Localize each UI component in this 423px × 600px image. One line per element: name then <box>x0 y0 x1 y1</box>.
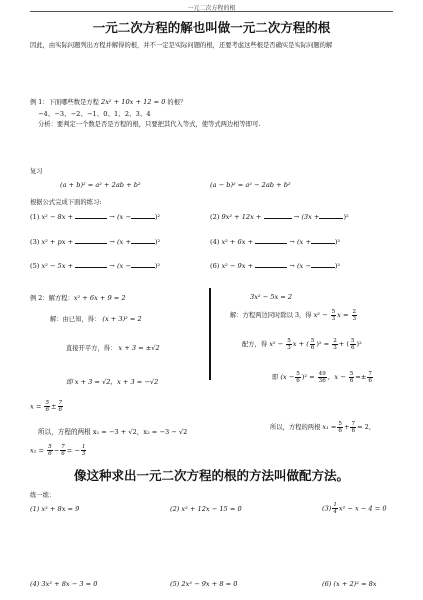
example3-step2: 配方，得 x² − $\frac{5}{3}$ x + ( $\frac{5}{6}$ )² = $\frac{2}{3}$ + ( $\frac{5}{6}$ )² <box>242 338 362 351</box>
example3-answer: 所以，方程的两根 x₁ = $\frac{5}{6}$ + $\frac{7}{6}$ = 2， <box>270 421 376 434</box>
practice-problem: (6) (x + 2)² = 8x <box>322 580 377 588</box>
example3-x-solution: x = $\frac{5}{6}$ ± $\frac{7}{6}$ <box>30 400 63 413</box>
practice-problem: (5) 2x² − 9x + 8 = 0 <box>170 580 238 588</box>
practice-problem: (1) x² + 8x = 9 <box>30 505 80 513</box>
practice-problem: (2) x² + 12x − 15 = 0 <box>170 505 242 513</box>
example3-step1: 解：方程两边同时除以 3，得 x² − $\frac{5}{3}$ x = $\frac{2}{3}$ <box>230 309 357 322</box>
review-exercise: (2) 9x² + 12x + → (3x + )² <box>210 213 349 221</box>
practice-problem-3: (3) $\frac{1}{4}$ x² − x − 4 = 0 <box>322 502 387 515</box>
formula-sum-square: (a + b)² = a² + 2ab + b² <box>60 181 141 189</box>
practice-label: 练一练： <box>30 492 56 499</box>
example2-step3: 即 x + 3 = √2，x + 3 = −√2 <box>66 378 159 386</box>
header-divider <box>30 11 393 12</box>
example3-step3: 即 (x − $\frac{5}{6}$ )² = $\frac{49}{36}$ ，x − $\frac{5}{6}$ =± $\frac{7}{6}$ <box>272 371 372 384</box>
example3-x2: x₂ = $\frac{5}{6}$ − $\frac{7}{6}$ = − $\frac{1}{3}$ <box>30 444 86 457</box>
formula-diff-square: (a − b)² = a² − 2ab + b² <box>210 181 291 189</box>
review-exercise: (4) x² + 6x + → (x + )² <box>210 238 341 246</box>
page-header: 一元二次方程的根 <box>187 5 236 12</box>
example1-candidates: −4、−3、−2、−1、0、1、2、3、4 <box>38 110 151 118</box>
example2-heading: 例 2：解方程：x² + 6x + 9 = 2 <box>30 294 126 302</box>
review-exercise: (1) x² − 8x + → (x − )² <box>30 213 161 221</box>
example2-answer: 所以，方程的两根 x₁ = −3 + √2，x₂ = −3 − √2 <box>38 428 188 436</box>
column-divider <box>209 288 211 380</box>
intro-paragraph: 因此，由实际问题列出方程并解得的根，并不一定是实际问题的根，还要考虑这些根是否确实是实际问题的解 <box>30 42 333 49</box>
example2-step1: 解：由已知，得： (x + 3)² = 2 <box>50 315 142 323</box>
main-title: 一元二次方程的解也叫做一元二次方程的根 <box>92 20 331 35</box>
example1-label: 例 1：下面哪些数是方程 <box>30 99 99 106</box>
example1-equation: 2x² + 10x + 12 = 0 <box>101 98 166 106</box>
review-exercise: (5) x² − 5x + → (x − )² <box>30 262 161 270</box>
method-title: 像这种求出一元二次方程的根的方法叫做配方法。 <box>73 468 349 483</box>
review-instruction: 根据公式完成下面的练习: <box>30 199 102 206</box>
example1-suffix: 的根？ <box>167 99 187 106</box>
practice-problem: (4) 3x² + 8x − 3 = 0 <box>30 580 98 588</box>
example3-equation: 3x² − 5x = 2 <box>250 293 293 301</box>
review-exercise: (6) x² − 9x + → (x − )² <box>210 262 341 270</box>
example2-step2: 直接开平方，得： x + 3 = ±√2 <box>66 344 160 352</box>
example1-question <box>30 97 186 106</box>
review-label: 复习 <box>30 168 43 175</box>
review-exercise: (3) x² + px + → (x + )² <box>30 238 161 246</box>
example1-analysis: 分析：要判定一个数是否是方程的根，只要把其代入等式，使等式两边相等即可. <box>38 121 261 128</box>
